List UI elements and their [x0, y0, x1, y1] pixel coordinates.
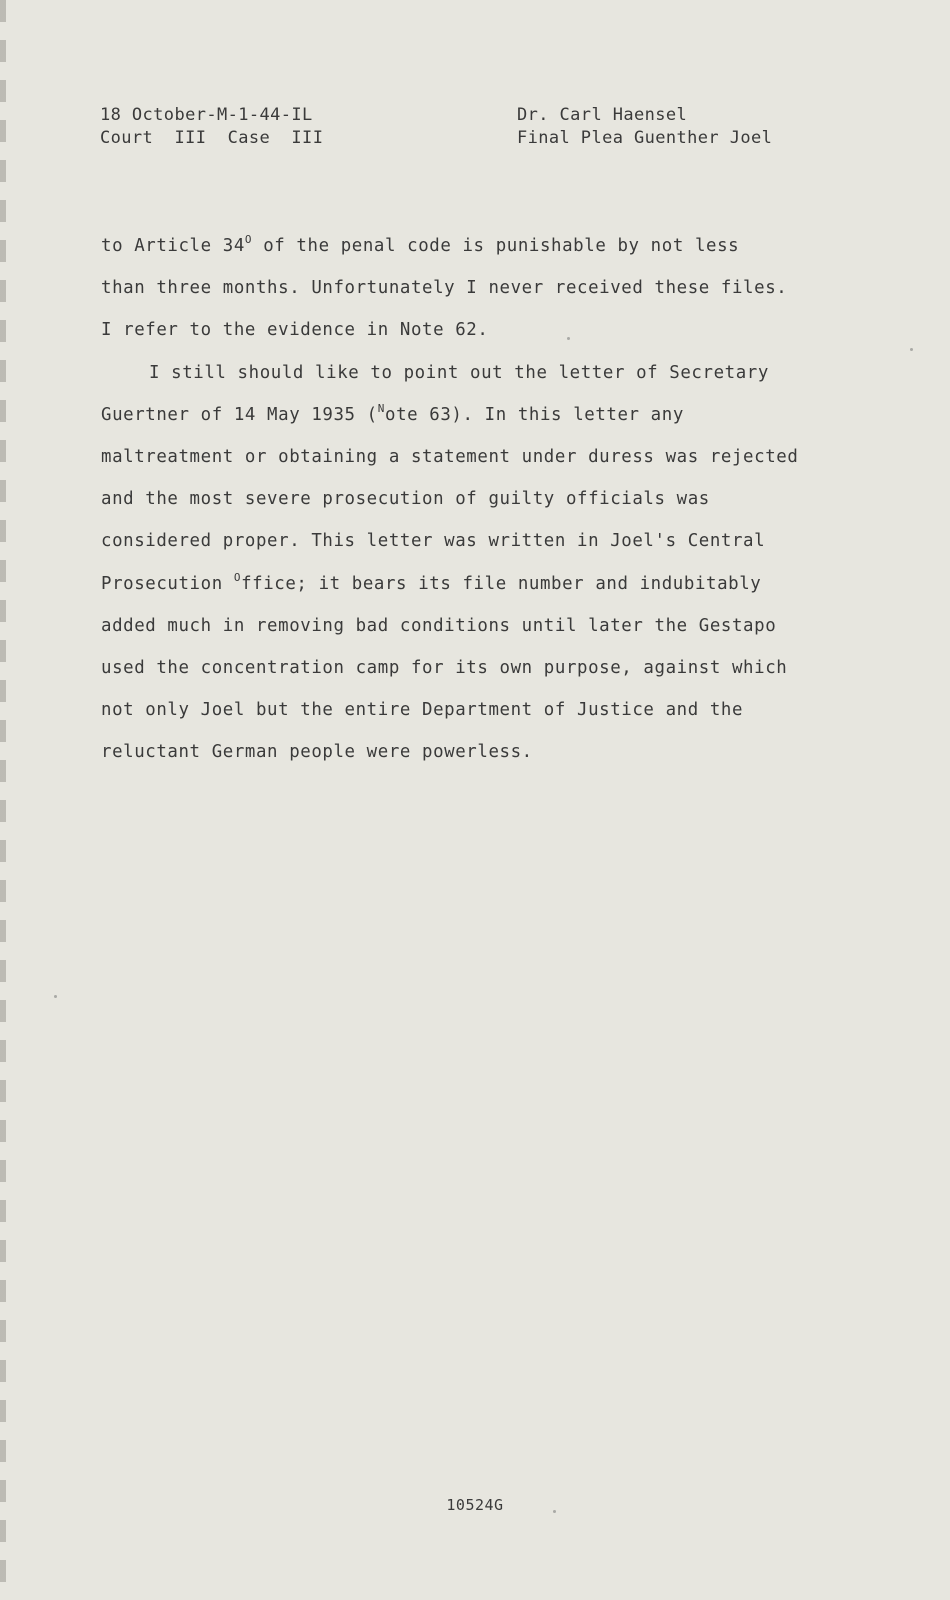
- header-case-info: [100, 104, 323, 150]
- text-line: not only Joel but the entire Department of Justice and the: [101, 700, 744, 721]
- header-speaker-info: [517, 104, 772, 150]
- header-speaker: Dr. Carl Haensel: [517, 105, 688, 125]
- text-line: I refer to the evidence in Note 62.: [101, 320, 489, 341]
- text-line: Guertner of 14 May 1935 ($^N$ote 63). In this letter any: [101, 401, 684, 425]
- text-line: I still should like to point out the letter of Secretary: [149, 362, 769, 383]
- text-line: considered proper. This letter was written in Joel's Central: [101, 531, 766, 552]
- paper-speck: [567, 337, 570, 340]
- body-text: [101, 225, 901, 774]
- text-line: and the most severe prosecution of guilty officials was: [101, 489, 710, 510]
- text-line: than three months. Unfortunately I never received these files.: [101, 278, 788, 299]
- text-line: to Article $34^O$ of the penal code is punishable by not less: [101, 233, 740, 256]
- header-document-title: Final Plea Guenther Joel: [517, 128, 773, 148]
- text-line: reluctant German people were powerless.: [101, 742, 533, 763]
- paper-speck: [910, 348, 913, 351]
- scan-edge-shadow: [0, 0, 6, 1600]
- paper-speck: [54, 995, 57, 998]
- text-line: Prosecution $^O$ffice; it bears its file number and indubitably: [101, 570, 762, 594]
- header-date-code: 18 October-M-1-44-IL: [100, 105, 313, 125]
- text-line: added much in removing bad conditions until later the Gestapo: [101, 615, 777, 636]
- header-court-case: Court III Case III: [100, 128, 324, 148]
- text-line: used the concentration camp for its own purpose, against which: [101, 658, 788, 679]
- page-number: 10524G: [446, 1496, 504, 1514]
- paper-speck: [553, 1510, 556, 1513]
- text-line: maltreatment or obtaining a statement under duress was rejected: [101, 447, 799, 468]
